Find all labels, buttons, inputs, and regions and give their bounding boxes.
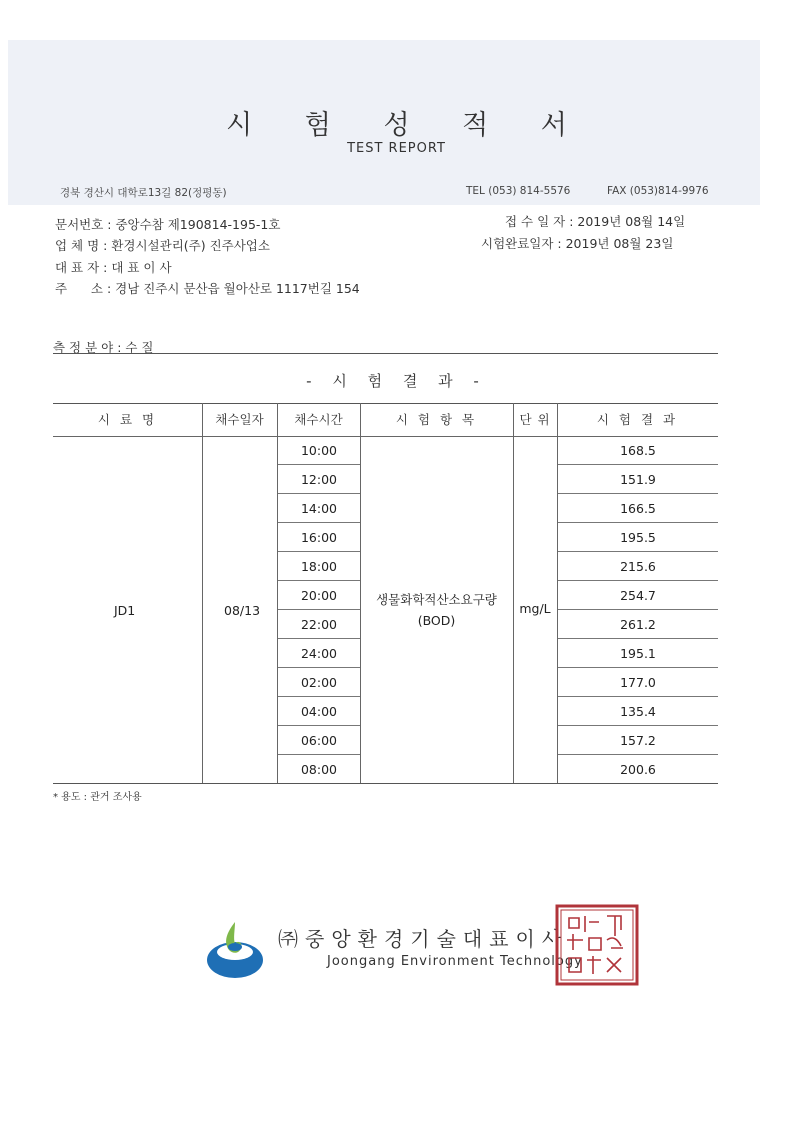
header-time: 채수시간: [294, 412, 343, 427]
lab-fax: FAX (053)814-9976: [607, 185, 709, 197]
header-unit: 단 위: [519, 412, 551, 427]
sampling-time-cell: 24:00: [278, 639, 360, 668]
company-logo-icon: [205, 918, 265, 980]
result-cell: 195.5: [558, 523, 718, 552]
sampling-date: 08/13: [224, 603, 261, 618]
header-result: 시 험 결 과: [596, 412, 679, 427]
sampling-time-cell: 16:00: [278, 523, 360, 552]
header-sample: 시 료 명: [97, 412, 158, 427]
divider: [53, 353, 718, 354]
sample-name: JD1: [114, 603, 136, 618]
result-cell: 195.1: [558, 639, 718, 668]
client-address: 주 소 : 경남 진주시 문산읍 월아산로 1117번길 154: [55, 281, 360, 296]
sampling-time-cell: 12:00: [278, 465, 360, 494]
company-name: 업 체 명 : 환경시설관리(주) 진주사업소: [55, 238, 270, 253]
lab-address: 경북 경산시 대학로13길 82(정평동): [60, 187, 227, 199]
result-cell: 254.7: [558, 581, 718, 610]
sampling-time-cell: 18:00: [278, 552, 360, 581]
table-top-rule: [53, 403, 718, 404]
col-divider: [513, 403, 514, 783]
result-cell: 177.0: [558, 668, 718, 697]
result-cell: 166.5: [558, 494, 718, 523]
sampling-time-cell: 06:00: [278, 726, 360, 755]
sampling-time-cell: 20:00: [278, 581, 360, 610]
header-item: 시 험 항 목: [395, 412, 478, 427]
representative: 대 표 자 : 대 표 이 사: [55, 260, 172, 275]
completed-date: 시험완료일자 : 2019년 08월 23일: [481, 236, 674, 251]
report-title: 시 험 성 적 서: [226, 110, 589, 141]
usage-note: * 용도 : 관거 조사용: [53, 792, 142, 803]
sampling-time-cell: 10:00: [278, 436, 360, 465]
company-name-english: Joongang Environment Technology: [327, 954, 583, 969]
report-subtitle: TEST REPORT: [347, 141, 446, 156]
received-date: 접 수 일 자 : 2019년 08월 14일: [505, 214, 686, 229]
result-cell: 200.6: [620, 762, 656, 777]
test-item-code: (BOD): [417, 613, 456, 628]
result-cell: 215.6: [558, 552, 718, 581]
result-cell: 261.2: [558, 610, 718, 639]
measurement-field: 측 정 분 야 : 수 질: [53, 340, 154, 355]
doc-number: 문서번호 : 중앙수참 제190814-195-1호: [55, 217, 281, 232]
official-seal-icon: [555, 904, 639, 986]
header-date: 채수일자: [215, 412, 264, 427]
sampling-time-cell: 14:00: [278, 494, 360, 523]
company-name-korean: ㈜중앙환경기술대표이사: [278, 927, 569, 951]
sampling-time-cell: 22:00: [278, 610, 360, 639]
sampling-time-cell: 08:00: [300, 762, 338, 777]
col-divider: [202, 403, 203, 783]
result-cell: 168.5: [558, 436, 718, 465]
lab-tel: TEL (053) 814-5576: [466, 185, 571, 197]
result-cell: 135.4: [558, 697, 718, 726]
sampling-time-cell: 02:00: [278, 668, 360, 697]
section-title: - 시 험 결 과 -: [306, 372, 487, 390]
sampling-time-cell: 04:00: [278, 697, 360, 726]
result-cell: 157.2: [558, 726, 718, 755]
result-cell: 151.9: [558, 465, 718, 494]
test-item: 생물화학적산소요구량: [376, 592, 497, 607]
unit: mg/L: [519, 601, 551, 616]
